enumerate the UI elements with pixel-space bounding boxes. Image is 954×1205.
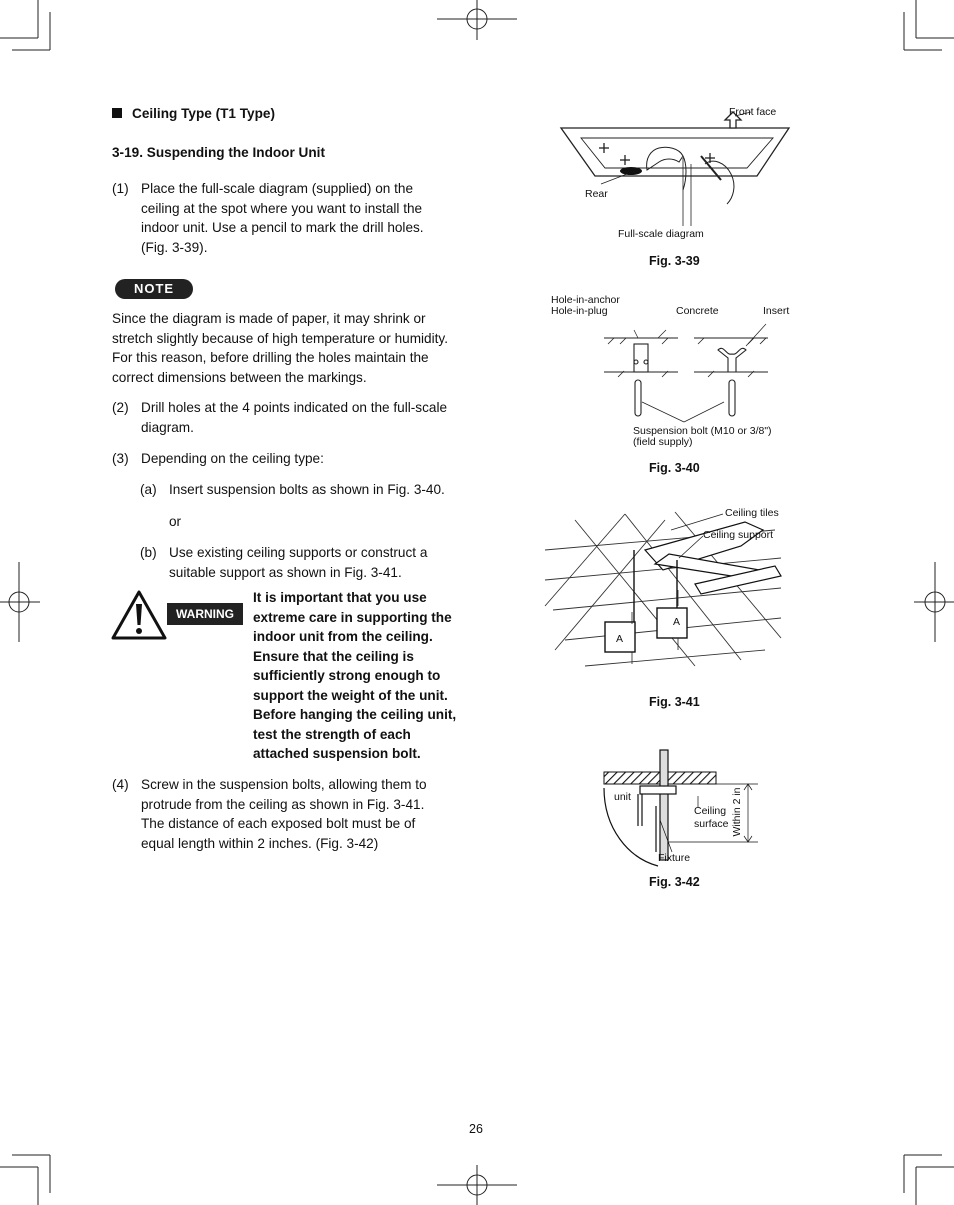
- note-text: Since the diagram is made of paper, it may shrink or stretch slightly because of high temperature or humidity. For this reason, before drilling the holes maintain the correct dimensions between the markings.: [112, 311, 448, 385]
- subsection-title: 3-19. Suspending the Indoor Unit: [112, 145, 325, 160]
- step-a-number: (a): [140, 482, 157, 497]
- step-a-text: Insert suspension bolts as shown in Fig. 3-40.: [169, 482, 445, 497]
- fig40-insert-label: Insert: [763, 305, 790, 317]
- fig42-ceiling-label-2: surface: [694, 818, 729, 830]
- fig41-caption: Fig. 3-41: [649, 695, 700, 709]
- fig41-support-label: Ceiling support: [703, 529, 774, 541]
- step-4-text: Screw in the suspension bolts, allowing them to protrude from the ceiling as shown in Fig. 3-41. The distance of each exposed bolt must be of equal length within 2 inches. (Fig. 3-42): [141, 777, 427, 851]
- section-title: Ceiling Type (T1 Type): [132, 106, 275, 121]
- fig39-rear-label: Rear: [585, 188, 608, 200]
- fig40-hole-anchor-label: Hole-in-anchor: [551, 294, 620, 306]
- step-b-text: Use existing ceiling supports or construct a suitable support as shown in Fig. 3-41.: [169, 545, 428, 580]
- fig42-caption: Fig. 3-42: [649, 875, 700, 889]
- fig42-fixture-label: Fixture: [658, 852, 691, 864]
- or-text: or: [169, 514, 182, 529]
- fig40-hole-plug-label: Hole-in-plug: [551, 305, 608, 317]
- fig40-bolt-label-1: Suspension bolt (M10 or 3/8"): [633, 425, 772, 437]
- fig39-full-scale-label: Full-scale diagram: [618, 228, 704, 240]
- fig40-bolt-label-2: (field supply): [633, 436, 693, 448]
- warning-triangle-icon: [111, 589, 167, 641]
- step-3-number: (3): [112, 451, 129, 466]
- fig41-tiles-label: Ceiling tiles: [725, 507, 779, 519]
- fig-3-42-drawing: [598, 748, 778, 868]
- fig41-a-label-right: A: [673, 616, 681, 628]
- page-number: 26: [469, 1122, 483, 1136]
- warning-text: It is important that you use extreme care in supporting the indoor unit from the ceiling. Ensure that the ceiling is sufficiently strong enough to support the weight of the unit. Before hanging the ceiling unit, test the strength of each attached suspension bolt.: [253, 590, 457, 761]
- warning-badge: WARNING: [167, 603, 243, 625]
- step-1-text: Place the full-scale diagram (supplied) on the ceiling at the spot where you want to install the indoor unit. Use a pencil to mark the drill holes. (Fig. 3-39).: [141, 181, 424, 255]
- fig42-within-label: Within 2 in: [731, 787, 743, 837]
- fig42-ceiling-label-1: Ceiling: [694, 805, 727, 817]
- fig39-caption: Fig. 3-39: [649, 254, 700, 268]
- fig40-caption: Fig. 3-40: [649, 461, 700, 475]
- fig-3-39-drawing: [555, 118, 815, 228]
- step-3-text: Depending on the ceiling type:: [141, 451, 324, 466]
- note-badge: NOTE: [115, 279, 193, 299]
- fig42-unit-label: unit: [614, 791, 631, 803]
- step-2-text: Drill holes at the 4 points indicated on the full-scale diagram.: [141, 400, 448, 435]
- step-4-number: (4): [112, 777, 129, 792]
- fig40-concrete-label: Concrete: [676, 305, 719, 317]
- step-2-number: (2): [112, 400, 129, 415]
- fig39-front-face-label: Front face: [729, 106, 777, 118]
- fig41-a-label-left: A: [616, 633, 624, 645]
- section-bullet: [112, 108, 122, 118]
- step-1-number: (1): [112, 181, 129, 196]
- fig-3-40-drawing: [598, 310, 818, 430]
- step-b-number: (b): [140, 545, 157, 560]
